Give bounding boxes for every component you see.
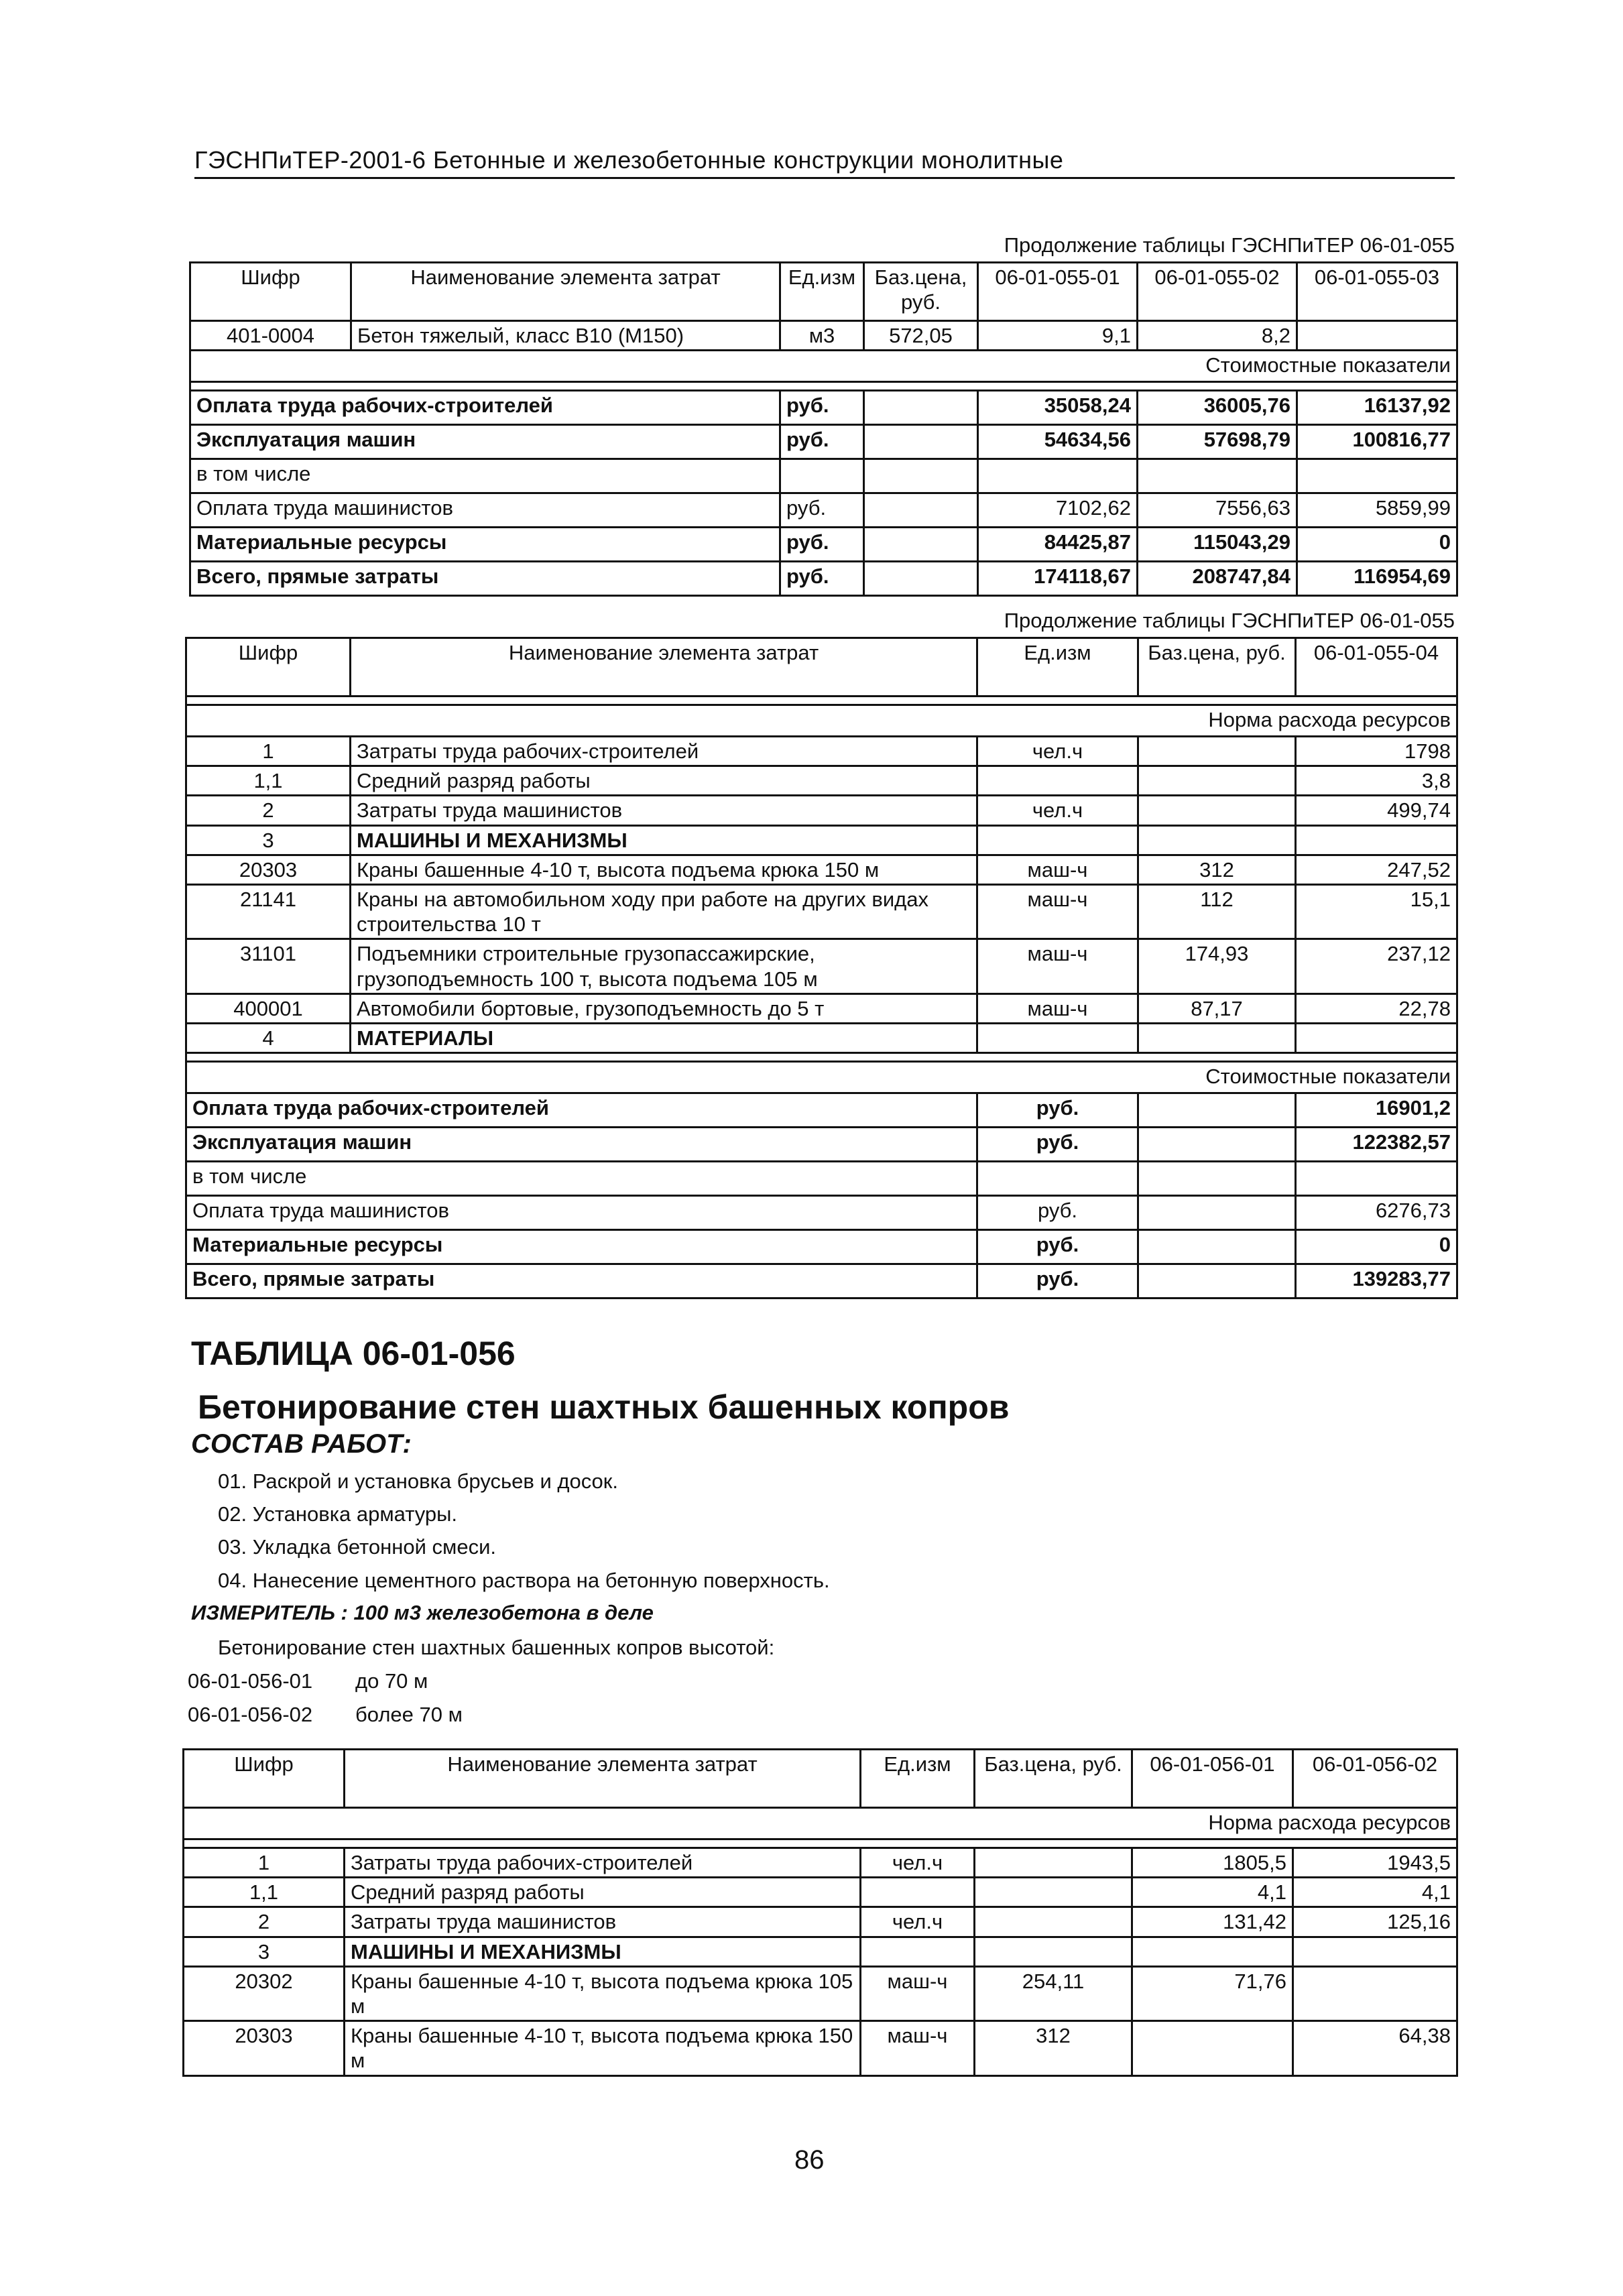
cell-value: 3,8 [1296, 766, 1457, 796]
col-header: 06-01-055-04 [1296, 638, 1457, 697]
cell-value: 4,1 [1293, 1878, 1457, 1907]
cell-code: 1,1 [184, 1878, 345, 1907]
table1-header-row [190, 263, 1457, 321]
cell-value: 1798 [1296, 737, 1457, 766]
cost-value: 115043,29 [1138, 528, 1297, 562]
col-header: Ед.изм [977, 638, 1138, 697]
table1 [189, 261, 1458, 597]
cell-code: 1 [184, 1848, 345, 1878]
cost-label: Оплата труда машинистов [186, 1196, 977, 1230]
cost-row [186, 1230, 1457, 1264]
cell-value: 9,1 [978, 321, 1138, 351]
cell-name: Затраты труда рабочих-строителей [351, 737, 977, 766]
cost-price-blank [1138, 1093, 1296, 1128]
cell-code: 21141 [186, 884, 351, 939]
col-header: Наименование элемента затрат [345, 1750, 861, 1808]
cell-price [1138, 766, 1296, 796]
cost-unit: руб. [780, 425, 864, 459]
cost-value: 5859,99 [1297, 493, 1457, 528]
cost-value: 16901,2 [1296, 1093, 1457, 1128]
cell-value: 4,1 [1132, 1878, 1293, 1907]
cost-value: 36005,76 [1138, 391, 1297, 425]
cell-name: Средний разряд работы [351, 766, 977, 796]
variant-text: более 70 м [355, 1703, 463, 1726]
cell-name: Краны на автомобильном ходу при работе на других видах строительства 10 т [351, 884, 977, 939]
cell-value: 15,1 [1296, 884, 1457, 939]
cell-value [1293, 1937, 1457, 1966]
cost-unit: руб. [977, 1128, 1138, 1162]
cost-price-blank [864, 425, 978, 459]
cost-section-title: Стоимостные показатели [190, 351, 1457, 382]
cell-name: Затраты труда машинистов [345, 1907, 861, 1937]
col-header: Ед.изм [780, 263, 864, 321]
cost-row [190, 459, 1457, 493]
cost-unit [977, 1162, 1138, 1196]
cell-name: Автомобили бортовые, грузоподъемность до 5 т [351, 993, 977, 1023]
cost-value: 208747,84 [1138, 562, 1297, 596]
cell-value: 8,2 [1138, 321, 1297, 351]
table-row [184, 1907, 1457, 1937]
cost-row [186, 1264, 1457, 1298]
cell-value: 247,52 [1296, 855, 1457, 884]
cost-section-title: Стоимостные показатели [186, 1062, 1457, 1093]
col-header: Баз.цена, руб. [975, 1750, 1132, 1808]
col-header: Ед.изм [861, 1750, 975, 1808]
cost-value: 16137,92 [1297, 391, 1457, 425]
spacer-row [186, 1053, 1457, 1062]
work-item: 04. Нанесение цементного раствора на бетонную поверхность. [218, 1569, 830, 1592]
cell-unit [861, 1937, 975, 1966]
cost-price-blank [1138, 1196, 1296, 1230]
variant-text: до 70 м [355, 1669, 428, 1693]
table-row [186, 796, 1457, 825]
cell-value: 499,74 [1296, 796, 1457, 825]
cost-unit: руб. [780, 391, 864, 425]
cell-unit [977, 825, 1138, 855]
cell-code: 400001 [186, 993, 351, 1023]
table-row [186, 884, 1457, 939]
cost-value: 57698,79 [1138, 425, 1297, 459]
cell-name: МАТЕРИАЛЫ [351, 1023, 977, 1052]
table-row [190, 321, 1457, 351]
table3-header-row [184, 1750, 1457, 1808]
cost-row [190, 425, 1457, 459]
col-header: Наименование элемента затрат [351, 263, 780, 321]
cell-price [1138, 796, 1296, 825]
cost-row [190, 562, 1457, 596]
table2-caption: Продолжение таблицы ГЭСНПиТЕР 06-01-055 [1004, 609, 1455, 632]
cost-label: Эксплуатация машин [190, 425, 780, 459]
col-header: 06-01-056-01 [1132, 1750, 1293, 1808]
cell-price: 572,05 [864, 321, 978, 351]
cell-name: Затраты труда рабочих-строителей [345, 1848, 861, 1878]
cell-code: 401-0004 [190, 321, 351, 351]
cell-value [1132, 1937, 1293, 1966]
cell-price: 112 [1138, 884, 1296, 939]
cost-value: 100816,77 [1297, 425, 1457, 459]
cell-code: 2 [186, 796, 351, 825]
cost-label: Всего, прямые затраты [186, 1264, 977, 1298]
col-header: 06-01-055-01 [978, 263, 1138, 321]
table-row [184, 1937, 1457, 1966]
cell-value: 22,78 [1296, 993, 1457, 1023]
cell-code: 3 [186, 825, 351, 855]
cost-price-blank [1138, 1230, 1296, 1264]
cost-row [190, 493, 1457, 528]
cell-price [975, 1848, 1132, 1878]
cell-price [975, 1878, 1132, 1907]
cost-value: 139283,77 [1296, 1264, 1457, 1298]
cell-price [1138, 1023, 1296, 1052]
cell-price: 174,93 [1138, 939, 1296, 993]
cell-value: 64,38 [1293, 2021, 1457, 2075]
cell-code: 1,1 [186, 766, 351, 796]
cost-row [186, 1162, 1457, 1196]
cell-code: 1 [186, 737, 351, 766]
table-row [186, 939, 1457, 993]
table2-header-row [186, 638, 1457, 697]
table1-caption: Продолжение таблицы ГЭСНПиТЕР 06-01-055 [1004, 233, 1455, 257]
cell-unit: чел.ч [977, 796, 1138, 825]
cost-value [1297, 459, 1457, 493]
cell-unit: чел.ч [861, 1848, 975, 1878]
cell-unit: маш-ч [977, 855, 1138, 884]
cell-value: 1805,5 [1132, 1848, 1293, 1878]
cost-unit: руб. [977, 1264, 1138, 1298]
cost-label: Эксплуатация машин [186, 1128, 977, 1162]
cost-label: Оплата труда рабочих-строителей [186, 1093, 977, 1128]
cell-name: Краны башенные 4-10 т, высота подъема крюка 105 м [345, 1966, 861, 2020]
cost-value [1296, 1162, 1457, 1196]
cell-value: 125,16 [1293, 1907, 1457, 1937]
page-number: 86 [794, 2145, 825, 2175]
cost-value [1138, 459, 1297, 493]
cost-price-blank [1138, 1128, 1296, 1162]
cell-value [1293, 1966, 1457, 2020]
cell-unit: м3 [780, 321, 864, 351]
cell-name: Краны башенные 4-10 т, высота подъема крюка 150 м [345, 2021, 861, 2075]
cost-value: 84425,87 [978, 528, 1138, 562]
cell-price: 254,11 [975, 1966, 1132, 2020]
cell-price: 312 [975, 2021, 1132, 2075]
cell-price [975, 1937, 1132, 1966]
cost-price-blank [1138, 1162, 1296, 1196]
cell-code: 4 [186, 1023, 351, 1052]
cell-unit: маш-ч [977, 939, 1138, 993]
cost-row [186, 1128, 1457, 1162]
cost-value: 35058,24 [978, 391, 1138, 425]
cell-price [975, 1907, 1132, 1937]
cell-name: МАШИНЫ И МЕХАНИЗМЫ [351, 825, 977, 855]
cost-label: Материальные ресурсы [190, 528, 780, 562]
table2 [185, 637, 1458, 1299]
cell-price: 312 [1138, 855, 1296, 884]
cost-value: 54634,56 [978, 425, 1138, 459]
cost-unit: руб. [780, 493, 864, 528]
col-header: Шифр [190, 263, 351, 321]
cost-unit [780, 459, 864, 493]
cost-value: 0 [1296, 1230, 1457, 1264]
col-header: 06-01-056-02 [1293, 1750, 1457, 1808]
cell-unit [977, 766, 1138, 796]
cell-value [1296, 1023, 1457, 1052]
cost-row [190, 391, 1457, 425]
cost-label: в том числе [190, 459, 780, 493]
col-header: Наименование элемента затрат [351, 638, 977, 697]
cost-row [186, 1196, 1457, 1230]
cell-code: 2 [184, 1907, 345, 1937]
cell-unit: чел.ч [977, 737, 1138, 766]
cost-price-blank [864, 562, 978, 596]
cost-price-blank [1138, 1264, 1296, 1298]
col-header: Шифр [186, 638, 351, 697]
norm-section-title: Норма расхода ресурсов [184, 1808, 1457, 1839]
cell-value [1296, 825, 1457, 855]
col-header: Баз.цена, руб. [864, 263, 978, 321]
cost-price-blank [864, 459, 978, 493]
cell-price: 87,17 [1138, 993, 1296, 1023]
cost-price-blank [864, 493, 978, 528]
cell-name: Подъемники строительные грузопассажирские, грузоподъемность 100 т, высота подъема 105 м [351, 939, 977, 993]
cost-price-blank [864, 391, 978, 425]
cost-value: 116954,69 [1297, 562, 1457, 596]
cell-price [1138, 825, 1296, 855]
cell-code: 31101 [186, 939, 351, 993]
cell-unit: маш-ч [861, 2021, 975, 2075]
cost-value: 122382,57 [1296, 1128, 1457, 1162]
cell-value: 1943,5 [1293, 1848, 1457, 1878]
table-row [184, 1878, 1457, 1907]
col-header: Баз.цена, руб. [1138, 638, 1296, 697]
cost-row [186, 1093, 1457, 1128]
cell-name: МАШИНЫ И МЕХАНИЗМЫ [345, 1937, 861, 1966]
work-item: 01. Раскрой и установка брусьев и досок. [218, 1469, 618, 1493]
cost-label: Оплата труда рабочих-строителей [190, 391, 780, 425]
table-row [186, 825, 1457, 855]
cell-price [1138, 737, 1296, 766]
cell-unit [977, 1023, 1138, 1052]
table-row [184, 1848, 1457, 1878]
cell-value [1297, 321, 1457, 351]
cell-value: 131,42 [1132, 1907, 1293, 1937]
work-title: СОСТАВ РАБОТ: [191, 1429, 412, 1459]
col-header: Шифр [184, 1750, 345, 1808]
cell-code: 20303 [186, 855, 351, 884]
cell-unit [861, 1878, 975, 1907]
cost-unit: руб. [977, 1093, 1138, 1128]
spacer-row [186, 697, 1457, 705]
cost-value: 6276,73 [1296, 1196, 1457, 1230]
col-header: 06-01-055-03 [1297, 263, 1457, 321]
table-row [186, 855, 1457, 884]
cost-unit: руб. [780, 528, 864, 562]
spacer-row [184, 1839, 1457, 1848]
table-row [186, 737, 1457, 766]
cost-unit: руб. [977, 1196, 1138, 1230]
cell-unit: маш-ч [861, 1966, 975, 2020]
cell-code: 20303 [184, 2021, 345, 2075]
work-item: 03. Укладка бетонной смеси. [218, 1535, 497, 1559]
table-row [186, 993, 1457, 1023]
cell-unit: маш-ч [977, 884, 1138, 939]
norm-section-title: Норма расхода ресурсов [186, 705, 1457, 737]
variant-code: 06-01-056-01 [188, 1669, 313, 1693]
variant-code: 06-01-056-02 [188, 1703, 313, 1726]
cost-value: 0 [1297, 528, 1457, 562]
running-header: ГЭСНПиТЕР-2001-6 Бетонные и железобетонные конструкции монолитные [194, 146, 1455, 179]
cost-label: Материальные ресурсы [186, 1230, 977, 1264]
cost-label: в том числе [186, 1162, 977, 1196]
table-row [184, 1966, 1457, 2020]
work-item: 02. Установка арматуры. [218, 1502, 458, 1526]
cell-unit: маш-ч [977, 993, 1138, 1023]
cost-row [190, 528, 1457, 562]
cost-value: 174118,67 [978, 562, 1138, 596]
cost-label: Всего, прямые затраты [190, 562, 780, 596]
cell-name: Бетон тяжелый, класс В10 (М150) [351, 321, 780, 351]
cell-value: 71,76 [1132, 1966, 1293, 2020]
measure-unit: ИЗМЕРИТЕЛЬ : 100 м3 железобетона в деле [191, 1601, 654, 1624]
col-header: 06-01-055-02 [1138, 263, 1297, 321]
table-row [186, 1023, 1457, 1052]
cost-price-blank [864, 528, 978, 562]
table3 [182, 1748, 1458, 2077]
cell-name: Краны башенные 4-10 т, высота подъема крюка 150 м [351, 855, 977, 884]
cell-name: Средний разряд работы [345, 1878, 861, 1907]
table-title: ТАБЛИЦА 06-01-056 [191, 1335, 516, 1372]
cell-name: Затраты труда машинистов [351, 796, 977, 825]
section-intro: Бетонирование стен шахтных башенных копров высотой: [218, 1636, 775, 1659]
cost-value [978, 459, 1138, 493]
table-row [186, 766, 1457, 796]
cell-value: 237,12 [1296, 939, 1457, 993]
cost-value: 7556,63 [1138, 493, 1297, 528]
table-row [184, 2021, 1457, 2075]
cost-unit: руб. [977, 1230, 1138, 1264]
cost-unit: руб. [780, 562, 864, 596]
cost-label: Оплата труда машинистов [190, 493, 780, 528]
cell-code: 20302 [184, 1966, 345, 2020]
cell-code: 3 [184, 1937, 345, 1966]
section-subtitle: Бетонирование стен шахтных башенных копров [198, 1388, 1010, 1426]
cell-value [1132, 2021, 1293, 2075]
cell-unit: чел.ч [861, 1907, 975, 1937]
spacer-row [190, 382, 1457, 391]
cost-value: 7102,62 [978, 493, 1138, 528]
